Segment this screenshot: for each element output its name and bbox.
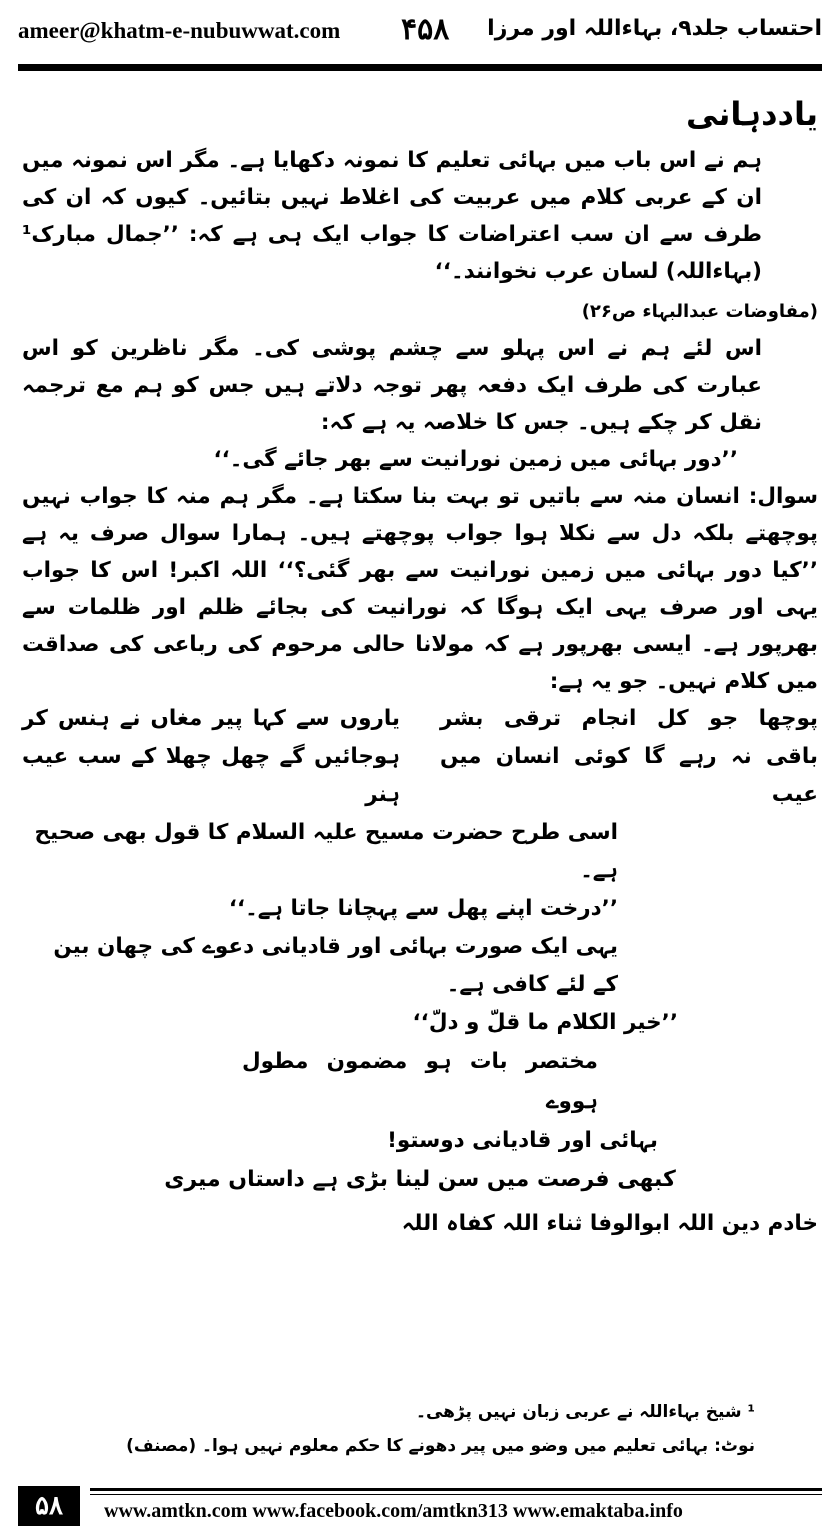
footer-divider-thick xyxy=(90,1488,822,1491)
header-divider xyxy=(18,64,822,71)
rubai-line1-second: یاروں سے کہا پیر مغاں نے ہنس کر xyxy=(22,706,400,731)
paragraph-attention: اس لئے ہم نے اس پہلو سے چشم پوشی کی۔ مگر ناظرین کو اس عبارت کی طرف ایک دفعہ پھر توجہ دلاتے ہیں جس کو ہم مع ترجمہ نقل کر چکے ہیں۔ جس کا خلاصہ یہ ہے کہ: xyxy=(22,336,762,435)
page-footer xyxy=(18,1486,822,1532)
rubai-line1-first: پوچھا جو کل انجام ترقی بشر xyxy=(440,706,818,731)
quote-best-speech: ’’خیر الکلام ما قلّ و دلّ‘‘ xyxy=(412,1010,678,1035)
header-email[interactable]: ameer@khatm-e-nubuwwat.com xyxy=(18,18,341,43)
footer-website-links[interactable]: www.amtkn.com www.facebook.com/amtkn313 www.emaktaba.info xyxy=(104,1500,683,1522)
article-body xyxy=(22,90,818,1244)
verse-story: کبھی فرصت میں سن لینا بڑی ہے داستاں میری xyxy=(164,1167,676,1192)
line-sufficient: یہی ایک صورت بہائی اور قادیانی دعوے کی چھان بین کے لئے کافی ہے۔ xyxy=(53,934,618,997)
footnotes xyxy=(126,1395,755,1463)
page-header xyxy=(18,14,822,60)
reference-citation: (مفاوضات عبدالبہاء ص۲۶) xyxy=(581,301,818,322)
rubai-line2-second: ہوجائیں گے چھل چھلا کے سب عیب ہنر xyxy=(22,744,400,807)
quote-earth-light: ’’دور بہائی میں زمین نورانیت سے بھر جائے گی۔‘‘ xyxy=(213,447,738,472)
verse-concise: مختصر بات ہو مضمون مطول ہووے xyxy=(242,1049,598,1114)
footer-page-number: ۵۸ xyxy=(18,1486,80,1526)
rubai-line2-first: باقی نہ رہے گا کوئی انسان میں عیب xyxy=(440,744,818,807)
footnote-1: ¹ شیخ بہاءاللہ نے عربی زبان نہیں پڑھی۔ xyxy=(416,1402,755,1422)
footnote-note: نوٹ: بہائی تعلیم میں وضو میں پیر دھونے کا حکم معلوم نہیں ہوا۔ (مصنف) xyxy=(126,1436,755,1456)
header-book-title: احتساب جلد۹، بہاءاللہ اور مرزا xyxy=(487,16,822,41)
footer-divider-thin xyxy=(90,1494,822,1495)
section-heading: یاددہانی xyxy=(685,95,818,133)
paragraph-intro: ہم نے اس باب میں بہائی تعلیم کا نمونہ دکھایا ہے۔ مگر اس نمونہ میں ان کے عربی کلام میں عربیت کی اغلاط نہیں بتائیں۔ کیوں کہ ان کی طرف سے ان سب اعتراضات کا جواب ایک ہی ہے کہ: ’’جمال مبارک¹ (بہاءاللہ) لسان عرب نخوانند۔‘‘ xyxy=(22,148,762,284)
line-masih: اسی طرح حضرت مسیح علیہ السلام کا قول بھی صحیح ہے۔ xyxy=(34,820,618,883)
author-signature: خادم دین اللہ ابوالوفا ثناء اللہ کفاہ اللہ xyxy=(401,1211,818,1236)
paragraph-question: سوال: انسان منہ سے باتیں تو بہت بنا سکتا ہے۔ مگر ہم منہ کا جواب نہیں پوچھتے بلکہ دل سے نکلا ہوا جواب پوچھتے ہیں۔ ہمارا سوال صرف یہ ہے ’’کیا دور بہائی میں زمین نورانیت سے بھر گئی؟‘‘ اللہ اکبر! اس کا جواب یہی اور صرف یہی ایک ہوگا کہ نورانیت کی بجائے ظلم اور ظلمات سے بھرپور ہے۔ ایسی بھرپور ہے کہ مولانا حالی مرحوم کی رباعی کی صداقت میں کلام نہیں۔ جو یہ ہے: xyxy=(22,484,818,694)
quote-tree-fruit: ’’درخت اپنے پھل سے پہچانا جاتا ہے۔‘‘ xyxy=(228,896,618,921)
address-friends: بہائی اور قادیانی دوستو! xyxy=(387,1128,658,1153)
header-page-number: ۴۵۸ xyxy=(401,12,450,47)
rubai-verse xyxy=(22,700,818,814)
